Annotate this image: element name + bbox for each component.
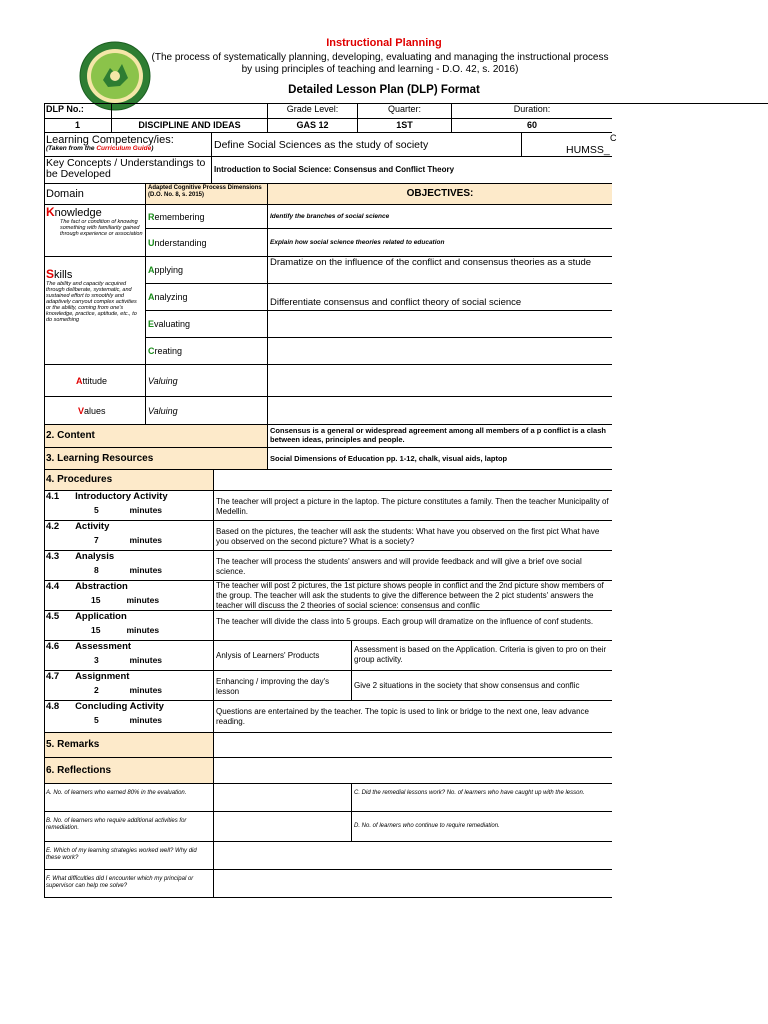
procedure-4-3-text: The teacher will process the students' answers and will provide feedback and will give a brief ove social science. <box>214 551 612 581</box>
creating-objective <box>268 338 612 365</box>
content-value: Consensus is a general or widespread agreement among all members of a p conflict is a clash between ideas, principles and people. <box>268 425 612 448</box>
remembering-objective: Identify the branches of social science <box>268 205 612 229</box>
reflection-d: D. No. of learners who continue to require remediation. <box>352 812 612 842</box>
competency-code-cell <box>522 133 617 157</box>
dlp-no-label: DLP No.: <box>44 103 112 119</box>
knowledge-title: Knowledge <box>46 205 102 219</box>
procedure-4-5-text: The teacher will divide the class into 5 groups. Each group will dramatize on the influence of conf students. <box>214 611 612 641</box>
procedure-4-7-text: Give 2 situations in the society that show consensus and conflic <box>352 671 612 701</box>
procedure-4-1-text: The teacher will project a picture in the laptop. The picture constitutes a family. Then the teacher Municipality of Medellin. <box>214 491 612 521</box>
procedure-4-5: 4.5 Application 15 minutes <box>44 611 214 641</box>
analyzing-cell: A nalyzing <box>146 284 268 311</box>
reflection-f: F. What difficulties did I encounter which my principal or supervisor can help me solve? <box>44 870 214 898</box>
procedure-4-6-text: Assessment is based on the Application. Criteria is given to pro on their group activity. <box>352 641 612 671</box>
reflections-label: 6. Reflections <box>44 758 214 784</box>
duration-value: 60 <box>452 119 612 133</box>
blank-cell <box>214 470 612 491</box>
skills-title: Skills <box>46 267 73 281</box>
dlp-no-value: 1 <box>44 119 112 133</box>
procedure-4-8-text: Questions are entertained by the teacher. The topic is used to link or bridge to the next one, leav advance reading. <box>214 701 612 733</box>
resources-label: 3. Learning Resources <box>44 448 268 470</box>
procedure-4-2: 4.2 Activity 7 minutes <box>44 521 214 551</box>
grade-level-value: GAS 12 <box>268 119 358 133</box>
procedure-4-4: 4.4 Abstraction 15 minutes <box>44 581 214 611</box>
remarks-value <box>214 733 612 758</box>
reflection-f-value <box>214 870 612 898</box>
duration-label: Duration: <box>452 103 612 119</box>
reflection-a-value <box>214 784 352 812</box>
grade-level-label: Grade Level: <box>268 103 358 119</box>
competency-label-cell <box>44 133 212 157</box>
competency-note: (Taken from the Curriculum Guide) <box>46 145 154 152</box>
procedure-4-7: 4.7 Assignment 2 minutes <box>44 671 214 701</box>
skills-desc: The ability and capacity acquired through deliberate, systematic, and sustained effort to smoothly and adaptively carryout complex activities or the ability, coming from one's knowledge, practice, aptitude, etc., to do something <box>46 281 137 323</box>
reflection-b-value <box>214 812 352 842</box>
objectives-label: OBJECTIVES: <box>268 184 612 205</box>
competency-code: HUMSS_ <box>566 144 610 156</box>
content-label: 2. Content <box>44 425 268 448</box>
evaluating-objective <box>268 311 612 338</box>
evaluating-cell: E valuating <box>146 311 268 338</box>
quarter-value: 1ST <box>358 119 452 133</box>
key-concepts-value: Introduction to Social Science: Consensus and Conflict Theory <box>212 157 612 184</box>
attitude-cell: A ttitude <box>44 365 146 397</box>
reflection-e: E. Which of my learning strategies worked well? Why did these work? <box>44 842 214 870</box>
dlp-format-title: Detailed Lesson Plan (DLP) Format <box>288 84 480 96</box>
procedure-4-2-text: Based on the pictures, the teacher will ask the students: What have you observed on the first pict What have you observed on the second picture? What is a society? <box>214 521 612 551</box>
competency-value: Define Social Sciences as the study of society <box>212 133 522 157</box>
reflections-value <box>214 758 612 784</box>
creating-cell: C reating <box>146 338 268 365</box>
values-objective <box>268 397 612 425</box>
procedure-4-7-sub-label: Enhancing / improving the day's lesson <box>214 671 352 701</box>
procedure-4-6-sub-label: Anlysis of Learners' Products <box>214 641 352 671</box>
remarks-label: 5. Remarks <box>44 733 214 758</box>
remembering-cell: R emembering <box>146 205 268 229</box>
skills-cell <box>44 257 146 365</box>
reflection-e-value <box>214 842 612 870</box>
values-cell: V alues <box>44 397 146 425</box>
dimension-label: Adapted Cognitive Process Dimensions (D.O. No. 8, s. 2015) <box>146 184 268 205</box>
competency-code-partial: C <box>610 133 617 143</box>
attitude-dimension: Valuing <box>146 365 268 397</box>
competency-label: Learning Competency/ies: <box>46 134 174 146</box>
deped-seal-icon <box>78 40 152 112</box>
resources-value: Social Dimensions of Education pp. 1-12, chalk, visual aids, laptop <box>268 448 612 470</box>
reflection-a: A. No. of learners who earned 80% in the evaluation. <box>44 784 214 812</box>
procedure-4-1: 4.1 Introductory Activity 5 minutes <box>44 491 214 521</box>
procedure-4-6: 4.6 Assessment 3 minutes <box>44 641 214 671</box>
understanding-cell: U nderstanding <box>146 229 268 257</box>
procedure-4-8: 4.8 Concluding Activity 5 minutes <box>44 701 214 733</box>
knowledge-desc: The fact or condition of knowing something with familiarity gained through experience or association <box>60 219 143 237</box>
understanding-objective: Explain how social science theories related to education <box>268 229 612 257</box>
applying-cell: A pplying <box>146 257 268 284</box>
subject-value: DISCIPLINE AND IDEAS <box>112 119 268 133</box>
procedure-4-3: 4.3 Analysis 8 minutes <box>44 551 214 581</box>
values-dimension: Valuing <box>146 397 268 425</box>
applying-objective: Dramatize on the influence of the conflict and consensus theories as a stude <box>268 257 612 284</box>
reflection-c: C. Did the remedial lessons work? No. of learners who have caught up with the lesson. <box>352 784 612 812</box>
quarter-label: Quarter: <box>358 103 452 119</box>
analyzing-objective: Differentiate consensus and conflict theory of social science <box>268 284 612 311</box>
instructional-planning-title: Instructional Planning <box>326 37 442 49</box>
key-concepts-label: Key Concepts / Understandings to be Developed <box>44 157 212 184</box>
procedure-4-4-text: The teacher will post 2 pictures, the 1st picture shows people in conflict and the 2nd picture show members of the group. The teacher will ask the students to give the difference between the 2 pict students' answers the teacher will discuss the 2 theories of social science: consensus and conflic <box>214 581 612 611</box>
attitude-objective <box>268 365 612 397</box>
domain-label: Domain <box>44 184 146 205</box>
instructional-planning-subtitle: (The process of systematically planning, developing, evaluating and managing the instructional process by using principles of teaching and learning - D.O. 42, s. 2016) <box>151 52 609 75</box>
blank-cell <box>112 103 268 119</box>
procedures-label: 4. Procedures <box>44 470 214 491</box>
knowledge-cell <box>44 205 146 257</box>
reflection-b: B. No. of learners who require additional activities for remediation. <box>44 812 214 842</box>
